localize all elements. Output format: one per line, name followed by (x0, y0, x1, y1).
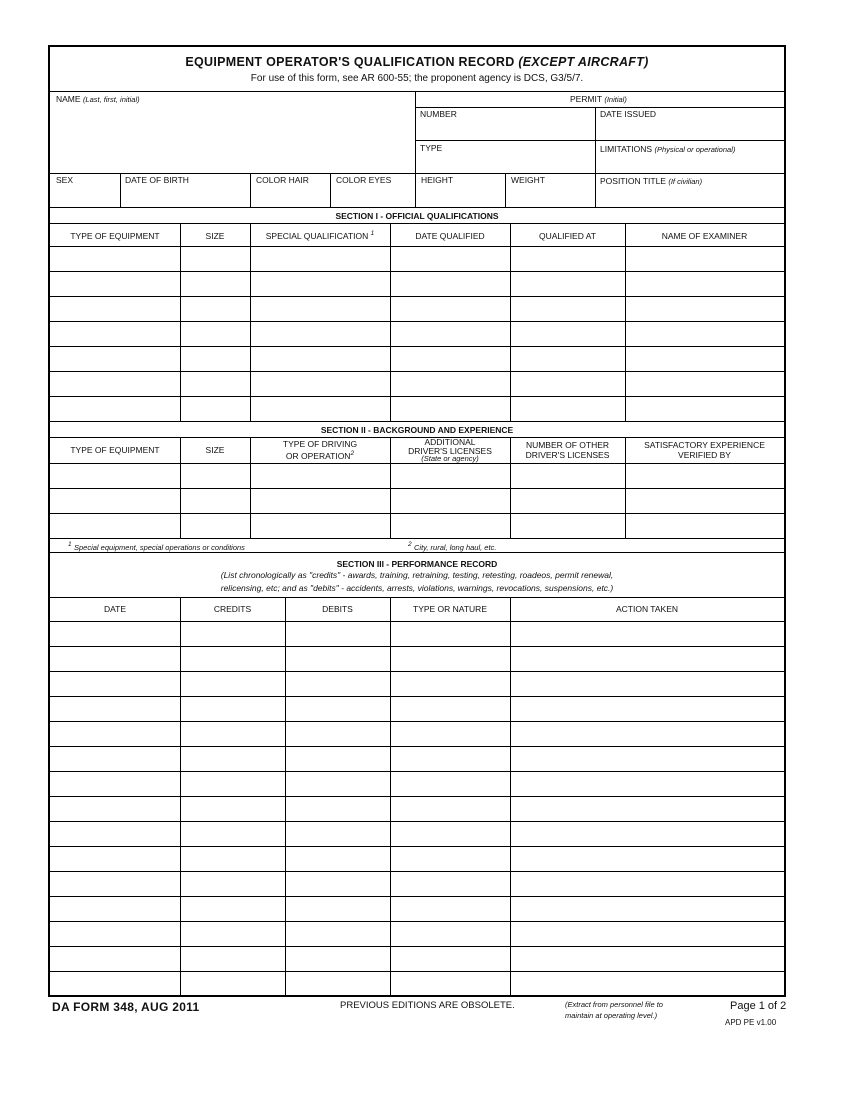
s3-col-action: ACTION TAKEN (615, 604, 679, 614)
form-title: EQUIPMENT OPERATOR'S QUALIFICATION RECORD (EXCEPT AIRCRAFT) (185, 55, 649, 69)
s3-col-type: TYPE OR NATURE (413, 604, 487, 614)
position-title-label: POSITION TITLE (If civilian) (600, 176, 703, 186)
divider (50, 223, 784, 224)
height-label: HEIGHT (421, 175, 454, 185)
s2-col-equipment: TYPE OF EQUIPMENT (70, 445, 160, 455)
eye-color-label: COLOR EYES (336, 175, 392, 185)
permit-label: PERMIT (Initial) (570, 94, 627, 104)
section-1-title: SECTION I - OFFICIAL QUALIFICATIONS (335, 211, 499, 221)
section-3-entry-rows[interactable] (50, 622, 784, 995)
weight-label: WEIGHT (511, 175, 545, 185)
form-frame (48, 45, 786, 997)
s1-col-equipment: TYPE OF EQUIPMENT (70, 231, 160, 241)
name-label: NAME (Last, first, initial) (56, 94, 140, 104)
permit-type-label: TYPE (420, 143, 443, 153)
obsolete-notice: PREVIOUS EDITIONS ARE OBSOLETE. (340, 1000, 515, 1011)
limitations-label: LIMITATIONS (Physical or operational) (600, 144, 736, 154)
s1-col-size: SIZE (205, 231, 225, 241)
section-2-entry-rows[interactable] (50, 464, 784, 538)
section-1-entry-rows[interactable] (50, 247, 784, 421)
s1-col-qualified-at: QUALIFIED AT (539, 231, 596, 241)
s2-col-driving: TYPE OF DRIVING OR OPERATION$^2$ (282, 439, 358, 461)
divider (50, 538, 784, 539)
divider (50, 597, 784, 598)
form-id: DA FORM 348, AUG 2011 (52, 1000, 200, 1014)
section-3-instructions-1: (List chronologically as "credits" - awards, training, retraining, testing, retesting, roadeos, permit renewal, (220, 570, 614, 580)
s1-col-special: SPECIAL QUALIFICATION $^1$ (265, 230, 375, 241)
version-code: APD PE v1.00 (725, 1018, 777, 1027)
s2-col-verified-by: SATISFACTORY EXPERIENCE VERIFIED BY (644, 440, 765, 460)
s3-col-debits: DEBITS (322, 604, 353, 614)
s1-col-examiner: NAME OF EXAMINER (661, 231, 748, 241)
permit-number-label: NUMBER (420, 109, 457, 119)
s3-col-date: DATE (103, 604, 127, 614)
section-3-title: SECTION III - PERFORMANCE RECORD (336, 559, 498, 569)
divider (50, 421, 784, 422)
s2-col-other-licenses: NUMBER OF OTHER DRIVER'S LICENSES (525, 440, 610, 460)
s2-col-licenses: ADDITIONAL DRIVER'S LICENSES (State or agency) (408, 437, 492, 463)
divider (50, 207, 784, 208)
extract-note: (Extract from personnel file to maintain at operating level.) (565, 1000, 663, 1020)
form-subtitle: For use of this form, see AR 600-55; the proponent agency is DCS, G3/5/7. (250, 73, 584, 84)
permit-type-field[interactable] (416, 141, 595, 173)
section-3-instructions-2: relicensing, etc; and as "debits" - accidents, arrests, violations, warnings, revocations, suspensions, etc.) (220, 583, 614, 593)
hair-color-label: COLOR HAIR (256, 175, 309, 185)
footnote-1: $^1$ Special equipment, special operations or conditions (68, 541, 245, 552)
date-issued-label: DATE ISSUED (600, 109, 657, 119)
divider (50, 552, 784, 553)
sex-label: SEX (56, 175, 74, 185)
s2-col-size: SIZE (205, 445, 225, 455)
footnote-2: $^2$ City, rural, long haul, etc. (408, 541, 497, 552)
page-number: Page 1 of 2 (730, 1000, 787, 1012)
s3-col-credits: CREDITS (213, 604, 252, 614)
s1-col-date-qualified: DATE QUALIFIED (415, 231, 485, 241)
date-of-birth-label: DATE OF BIRTH (125, 175, 189, 185)
section-2-title: SECTION II - BACKGROUND AND EXPERIENCE (320, 425, 514, 435)
